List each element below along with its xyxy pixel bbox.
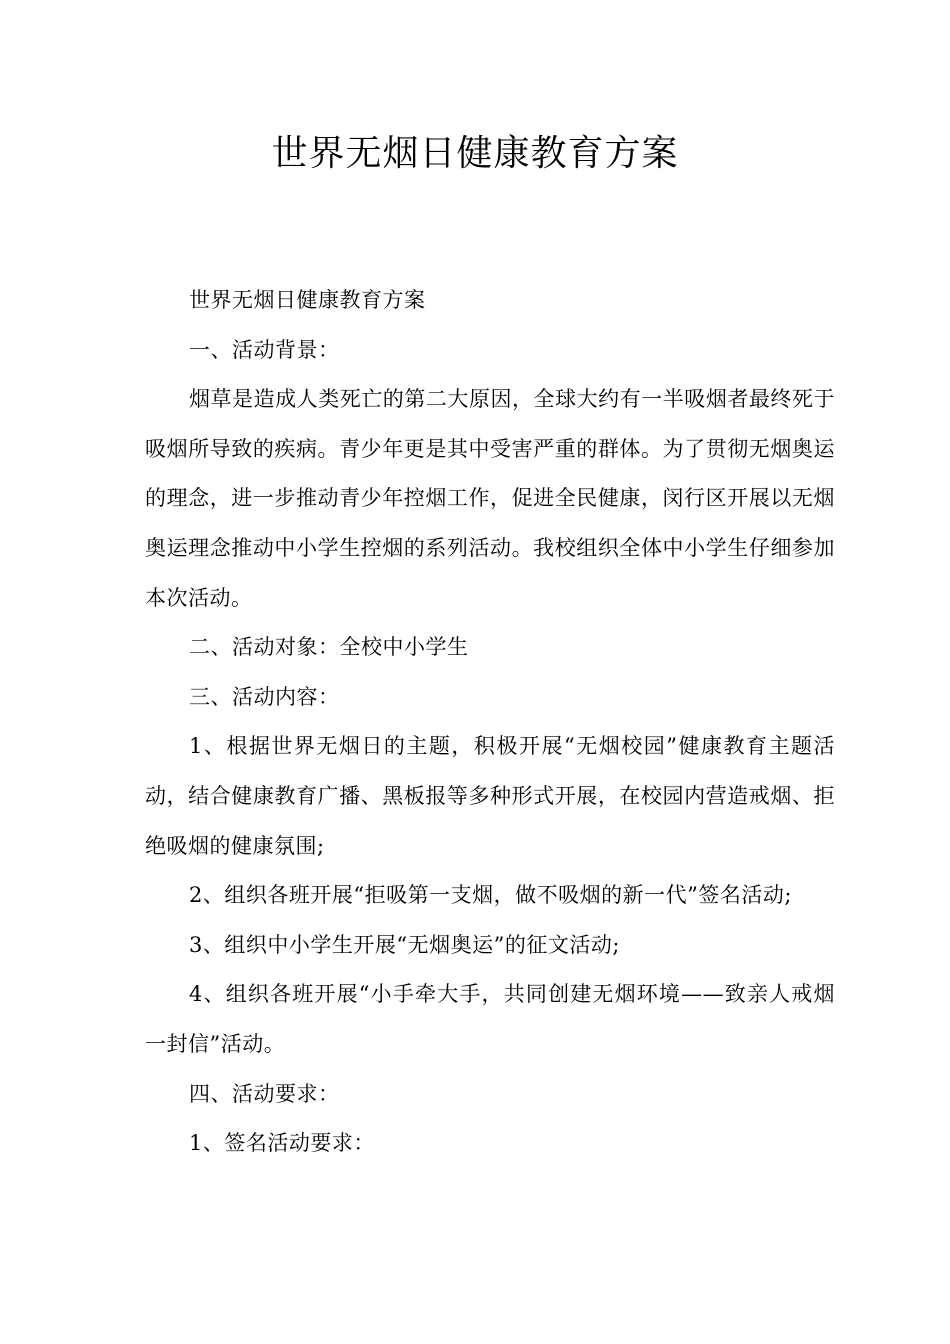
section-heading-content: 三、活动内容： [189,684,340,709]
content-item-4: 4、组织各班开展“小手牵大手，共同创建无烟环境——致亲人戒烟一封信”活动。 [145,982,835,1056]
section-heading-requirements: 四、活动要求： [189,1081,340,1106]
requirement-item-1: 1、签名活动要求： [189,1131,375,1156]
content-item-3: 3、组织中小学生开展“无烟奥运”的征文活动; [189,932,620,957]
section-heading-background: 一、活动背景： [189,337,340,362]
background-paragraph: 烟草是造成人类死亡的第二大原因，全球大约有一半吸烟者最终死于吸烟所导致的疾病。青少年更是其中受害严重的群体。为了贯彻无烟奥运的理念，进一步推动青少年控烟工作，促进全民健康，闵行区开展以无烟奥运理念推动中小学生控烟的系列活动。我校组织全体中小学生仔细参加本次活动。 [145,387,835,610]
content-item-2: 2、组织各班开展“拒吸第一支烟，做不吸烟的新一代”签名活动; [189,883,792,908]
document-title: 世界无烟日健康教育方案 [271,133,679,174]
document-body [145,276,835,1169]
section-heading-target: 二、活动对象：全校中小学生 [189,635,469,660]
subtitle-paragraph: 世界无烟日健康教育方案 [189,288,426,312]
content-item-1: 1、根据世界无烟日的主题，积极开展“无烟校园”健康教育主题活动，结合健康教育广播、黑板报等多种形式开展，在校园内营造戒烟、拒绝吸烟的健康氛围; [145,734,835,858]
